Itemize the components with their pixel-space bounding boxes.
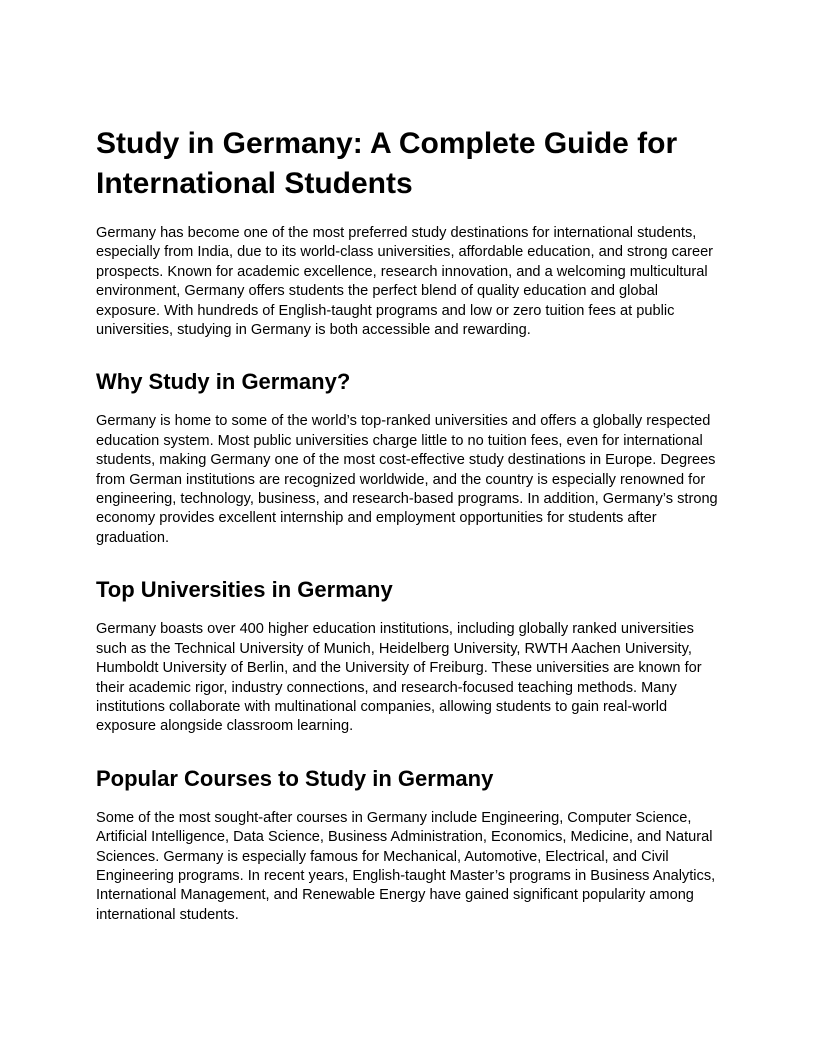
section-body-top-universities: Germany boasts over 400 higher education institutions, including globally ranked universities such as the Technical University of Munich, Heidelberg University, RWTH Aachen University, Humboldt University of Berlin, and the University of Freiburg. These universities are known for their academic rigor, industry connections, and research-focused teaching methods. Many institutions collaborate with multinational companies, allowing students to gain real-world exposure alongside classroom learning.: [96, 621, 702, 735]
section-body-popular-courses: Some of the most sought-after courses in Germany include Engineering, Computer Science, Artificial Intelligence, Data Science, Business Administration, Economics, Medicine, and Natural Sciences. Germany is especially famous for Mechanical, Automotive, Electrical, and Civil Engineering programs. In recent years, English-taught Master’s programs in Business Analytics, International Management, and Renewable Energy have gained significant popularity among international students.: [96, 809, 716, 923]
section-heading-popular-courses: Popular Courses to Study in Germany: [96, 765, 494, 791]
document-content: [96, 124, 722, 925]
section-heading-top-universities: Top Universities in Germany: [96, 577, 393, 603]
section-heading-why-study: Why Study in Germany?: [96, 369, 351, 395]
intro-paragraph: Germany has become one of the most preferred study destinations for international students, especially from India, due to its world-class universities, affordable education, and strong career prospects. Known for academic excellence, research innovation, and a welcoming multicultural environment, Germany offers students the perfect blend of quality education and global exposure. With hundreds of English-taught programs and low or zero tuition fees at public universities, studying in Germany is both accessible and rewarding.: [96, 225, 714, 339]
document-title: Study in Germany: A Complete Guide for International Students: [96, 127, 678, 200]
section-body-why-study: Germany is home to some of the world’s top-ranked universities and offers a globally respected education system. Most public universities charge little to no tuition fees, even for international students, making Germany one of the most cost-effective study destinations in Europe. Degrees from German institutions are recognized worldwide, and the country is especially renowned for engineering, technology, business, and research-based programs. In addition, Germany’s strong economy provides excellent internship and employment opportunities for students after graduation.: [96, 413, 718, 546]
